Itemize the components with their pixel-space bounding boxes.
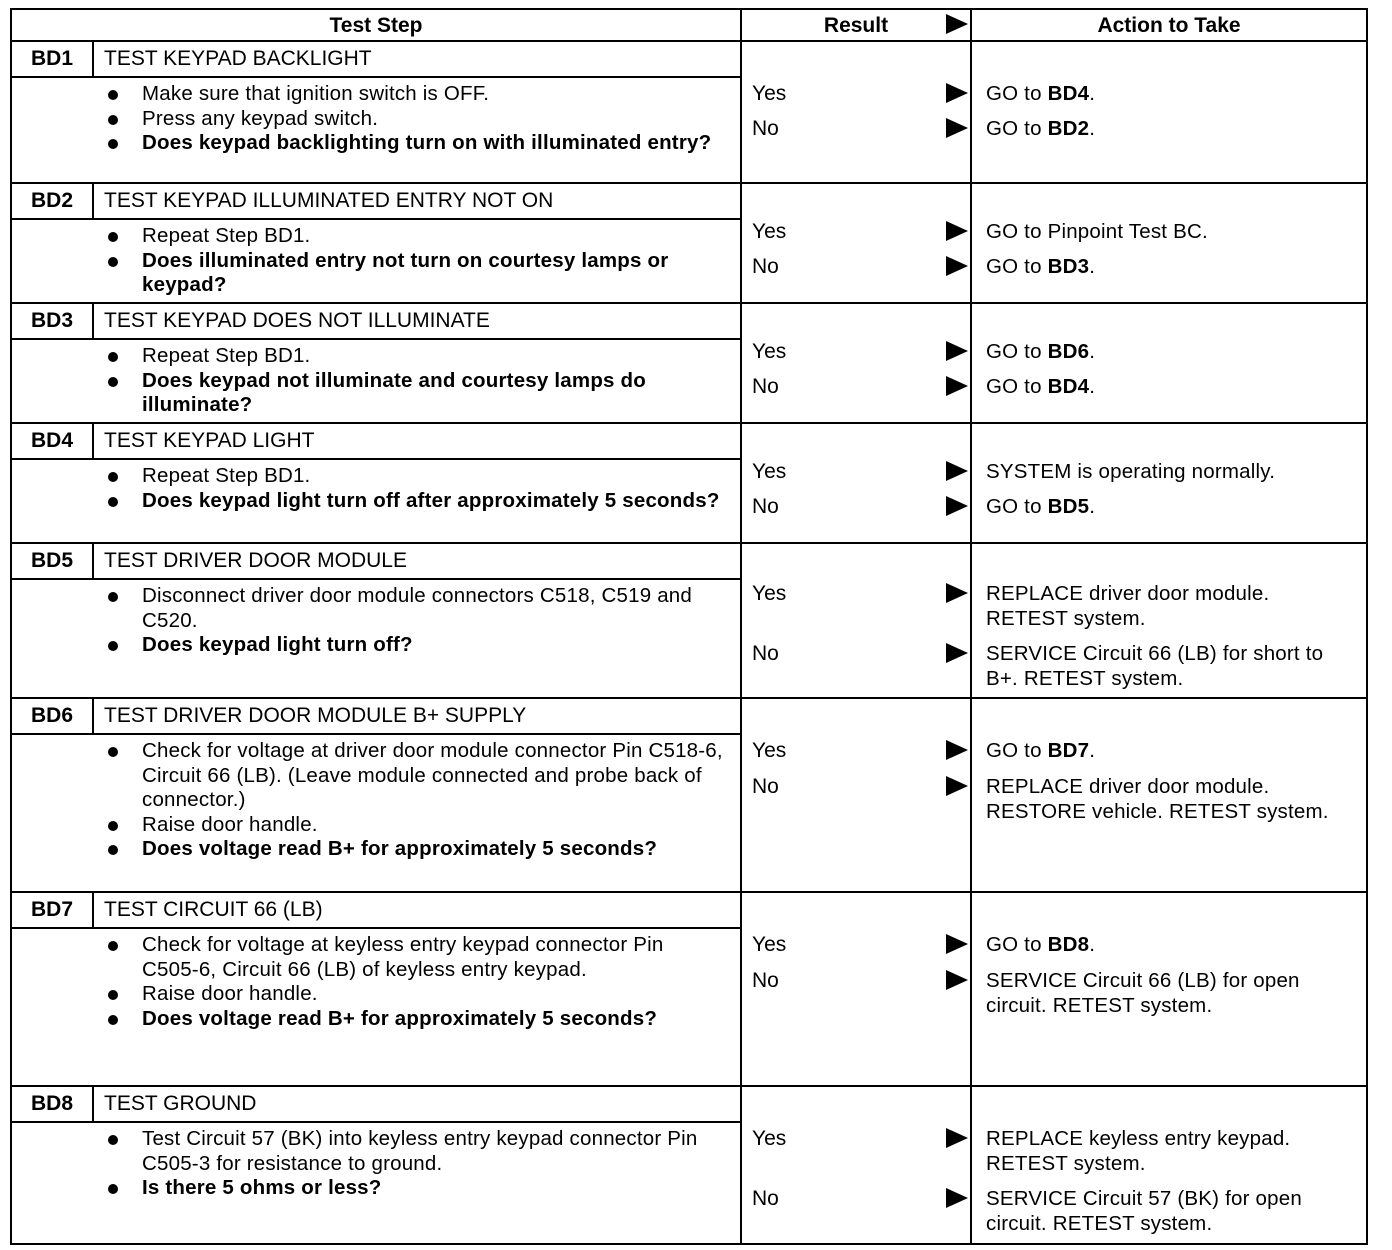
action-text-post: . xyxy=(1089,340,1096,363)
table-row xyxy=(10,424,1368,544)
action-text xyxy=(986,739,1356,764)
action-step-ref: BD3 xyxy=(1047,255,1090,278)
table-row xyxy=(10,304,1368,424)
step-id: BD5 xyxy=(12,544,94,580)
arrow-right-icon xyxy=(946,1128,968,1148)
header-result: Result xyxy=(740,10,970,42)
action-text xyxy=(986,255,1356,280)
question-item: Does voltage read B+ for approximately 5 seconds? xyxy=(104,837,726,862)
action-text-pre: REPLACE driver door module. RESTORE vehicle. RETEST system. xyxy=(986,775,1329,823)
step-instructions xyxy=(104,344,726,418)
action-text-post: . xyxy=(1089,739,1096,762)
step-title: TEST KEYPAD DOES NOT ILLUMINATE xyxy=(94,304,740,340)
action-text xyxy=(986,117,1356,142)
instruction-item: Check for voltage at driver door module connector Pin C518-6, Circuit 66 (LB). (Leave module connected and probe back of connector.) xyxy=(104,739,726,813)
step-cell xyxy=(12,1087,740,1243)
action-step-ref: BD4 xyxy=(1047,82,1090,105)
action-text-pre: GO to xyxy=(986,117,1048,140)
result-no: No xyxy=(752,375,779,398)
action-text-post: . xyxy=(1089,82,1096,105)
action-text-pre: SYSTEM is operating normally. xyxy=(986,460,1276,483)
instruction-item: Repeat Step BD1. xyxy=(104,344,726,369)
step-title: TEST DRIVER DOOR MODULE xyxy=(94,544,740,580)
action-step-ref: BD2 xyxy=(1047,117,1090,140)
instruction-item: Make sure that ignition switch is OFF. xyxy=(104,82,726,107)
step-instructions xyxy=(104,933,726,1031)
step-cell xyxy=(12,424,740,542)
question-item: Does keypad not illuminate and courtesy lamps do illuminate? xyxy=(104,369,726,418)
question-item: Is there 5 ohms or less? xyxy=(104,1176,726,1201)
action-text-pre: SERVICE Circuit 66 (LB) for short to B+. RETEST system. xyxy=(986,642,1324,690)
table-header xyxy=(10,8,1368,42)
result-no: No xyxy=(752,495,779,518)
result-yes: Yes xyxy=(752,340,787,363)
step-instructions xyxy=(104,224,726,298)
action-cell xyxy=(970,42,1366,182)
step-instructions xyxy=(104,464,726,513)
arrow-right-icon xyxy=(946,583,968,603)
result-cell xyxy=(740,1087,970,1243)
action-text-pre: GO to xyxy=(986,739,1048,762)
step-cell xyxy=(12,893,740,1085)
action-step-ref: BD8 xyxy=(1047,933,1090,956)
instruction-item: Repeat Step BD1. xyxy=(104,224,726,249)
result-no: No xyxy=(752,117,779,140)
action-text-pre: GO to Pinpoint Test BC. xyxy=(986,220,1208,243)
action-cell xyxy=(970,544,1366,697)
action-text-pre: GO to xyxy=(986,933,1048,956)
step-cell xyxy=(12,304,740,422)
action-text xyxy=(986,1127,1356,1176)
table-row xyxy=(10,184,1368,304)
instruction-item: Test Circuit 57 (BK) into keyless entry keypad connector Pin C505-3 for resistance to ground. xyxy=(104,1127,726,1176)
action-cell xyxy=(970,699,1366,891)
table-row xyxy=(10,699,1368,893)
result-yes: Yes xyxy=(752,460,787,483)
result-cell xyxy=(740,304,970,422)
question-item: Does illuminated entry not turn on courtesy lamps or keypad? xyxy=(104,249,726,298)
result-cell xyxy=(740,699,970,891)
arrow-right-icon xyxy=(946,256,968,276)
instruction-item: Check for voltage at keyless entry keypad connector Pin C505-6, Circuit 66 (LB) of keyless entry keypad. xyxy=(104,933,726,982)
header-action: Action to Take xyxy=(970,10,1366,42)
question-item: Does keypad light turn off? xyxy=(104,633,726,658)
result-no: No xyxy=(752,969,779,992)
arrow-right-icon xyxy=(946,776,968,796)
action-text-post: . xyxy=(1089,255,1096,278)
action-cell xyxy=(970,1087,1366,1243)
action-text xyxy=(986,933,1356,958)
instruction-item: Repeat Step BD1. xyxy=(104,464,726,489)
result-no: No xyxy=(752,255,779,278)
action-text xyxy=(986,969,1356,1018)
step-id: BD8 xyxy=(12,1087,94,1123)
step-title: TEST GROUND xyxy=(94,1087,740,1123)
question-item: Does keypad backlighting turn on with illuminated entry? xyxy=(104,131,726,156)
step-cell xyxy=(12,699,740,891)
arrow-right-icon xyxy=(946,643,968,663)
arrow-right-icon xyxy=(946,14,968,34)
action-text-post: . xyxy=(1089,117,1096,140)
arrow-right-icon xyxy=(946,496,968,516)
instruction-item: Raise door handle. xyxy=(104,982,726,1007)
action-text-pre: SERVICE Circuit 57 (BK) for open circuit. RETEST system. xyxy=(986,1187,1302,1235)
result-no: No xyxy=(752,642,779,665)
table-row xyxy=(10,893,1368,1087)
step-cell xyxy=(12,184,740,302)
action-text xyxy=(986,582,1356,631)
action-step-ref: BD5 xyxy=(1047,495,1090,518)
step-id: BD4 xyxy=(12,424,94,460)
action-cell xyxy=(970,424,1366,542)
step-instructions xyxy=(104,82,726,156)
step-title: TEST KEYPAD BACKLIGHT xyxy=(94,42,740,78)
instruction-item: Disconnect driver door module connectors C518, C519 and C520. xyxy=(104,584,726,633)
action-step-ref: BD7 xyxy=(1047,739,1090,762)
arrow-right-icon xyxy=(946,740,968,760)
action-text xyxy=(986,775,1356,824)
arrow-right-icon xyxy=(946,970,968,990)
table-row xyxy=(10,544,1368,699)
result-yes: Yes xyxy=(752,82,787,105)
action-text-post: . xyxy=(1089,375,1096,398)
action-text-post: . xyxy=(1089,933,1096,956)
result-yes: Yes xyxy=(752,933,787,956)
action-step-ref: BD4 xyxy=(1047,375,1090,398)
result-no: No xyxy=(752,775,779,798)
arrow-right-icon xyxy=(946,221,968,241)
action-cell xyxy=(970,893,1366,1085)
action-text-post: . xyxy=(1089,495,1096,518)
result-cell xyxy=(740,544,970,697)
test-table xyxy=(10,8,1368,1245)
action-text-pre: REPLACE driver door module. RETEST system. xyxy=(986,582,1270,630)
result-yes: Yes xyxy=(752,582,787,605)
result-yes: Yes xyxy=(752,739,787,762)
step-title: TEST CIRCUIT 66 (LB) xyxy=(94,893,740,929)
action-text-pre: GO to xyxy=(986,495,1048,518)
result-cell xyxy=(740,893,970,1085)
step-title: TEST KEYPAD ILLUMINATED ENTRY NOT ON xyxy=(94,184,740,220)
result-cell xyxy=(740,184,970,302)
action-text-pre: GO to xyxy=(986,82,1048,105)
action-text xyxy=(986,340,1356,365)
result-yes: Yes xyxy=(752,1127,787,1150)
action-text xyxy=(986,82,1356,107)
arrow-right-icon xyxy=(946,461,968,481)
action-cell xyxy=(970,304,1366,422)
action-text xyxy=(986,460,1356,485)
step-cell xyxy=(12,544,740,697)
step-cell xyxy=(12,42,740,182)
action-text xyxy=(986,1187,1356,1236)
instruction-item: Raise door handle. xyxy=(104,813,726,838)
action-text xyxy=(986,642,1356,691)
result-yes: Yes xyxy=(752,220,787,243)
action-text xyxy=(986,375,1356,400)
arrow-right-icon xyxy=(946,376,968,396)
instruction-item: Press any keypad switch. xyxy=(104,107,726,132)
action-text xyxy=(986,220,1356,245)
question-item: Does voltage read B+ for approximately 5 seconds? xyxy=(104,1007,726,1032)
action-text-pre: GO to xyxy=(986,340,1048,363)
action-text-pre: SERVICE Circuit 66 (LB) for open circuit. RETEST system. xyxy=(986,969,1300,1017)
result-cell xyxy=(740,424,970,542)
header-test-step: Test Step xyxy=(329,14,423,37)
action-cell xyxy=(970,184,1366,302)
question-item: Does keypad light turn off after approximately 5 seconds? xyxy=(104,489,726,514)
arrow-right-icon xyxy=(946,1188,968,1208)
table-row xyxy=(10,1087,1368,1245)
arrow-right-icon xyxy=(946,934,968,954)
step-id: BD3 xyxy=(12,304,94,340)
step-id: BD7 xyxy=(12,893,94,929)
arrow-right-icon xyxy=(946,118,968,138)
step-instructions xyxy=(104,1127,726,1201)
result-cell xyxy=(740,42,970,182)
action-text-pre: GO to xyxy=(986,375,1048,398)
action-text xyxy=(986,495,1356,520)
step-instructions xyxy=(104,584,726,658)
table-row xyxy=(10,42,1368,184)
step-id: BD2 xyxy=(12,184,94,220)
step-id: BD1 xyxy=(12,42,94,78)
action-text-pre: GO to xyxy=(986,255,1048,278)
step-title: TEST KEYPAD LIGHT xyxy=(94,424,740,460)
arrow-right-icon xyxy=(946,341,968,361)
action-step-ref: BD6 xyxy=(1047,340,1090,363)
action-text-pre: REPLACE keyless entry keypad. RETEST system. xyxy=(986,1127,1291,1175)
result-no: No xyxy=(752,1187,779,1210)
step-id: BD6 xyxy=(12,699,94,735)
arrow-right-icon xyxy=(946,83,968,103)
step-instructions xyxy=(104,739,726,862)
step-title: TEST DRIVER DOOR MODULE B+ SUPPLY xyxy=(94,699,740,735)
